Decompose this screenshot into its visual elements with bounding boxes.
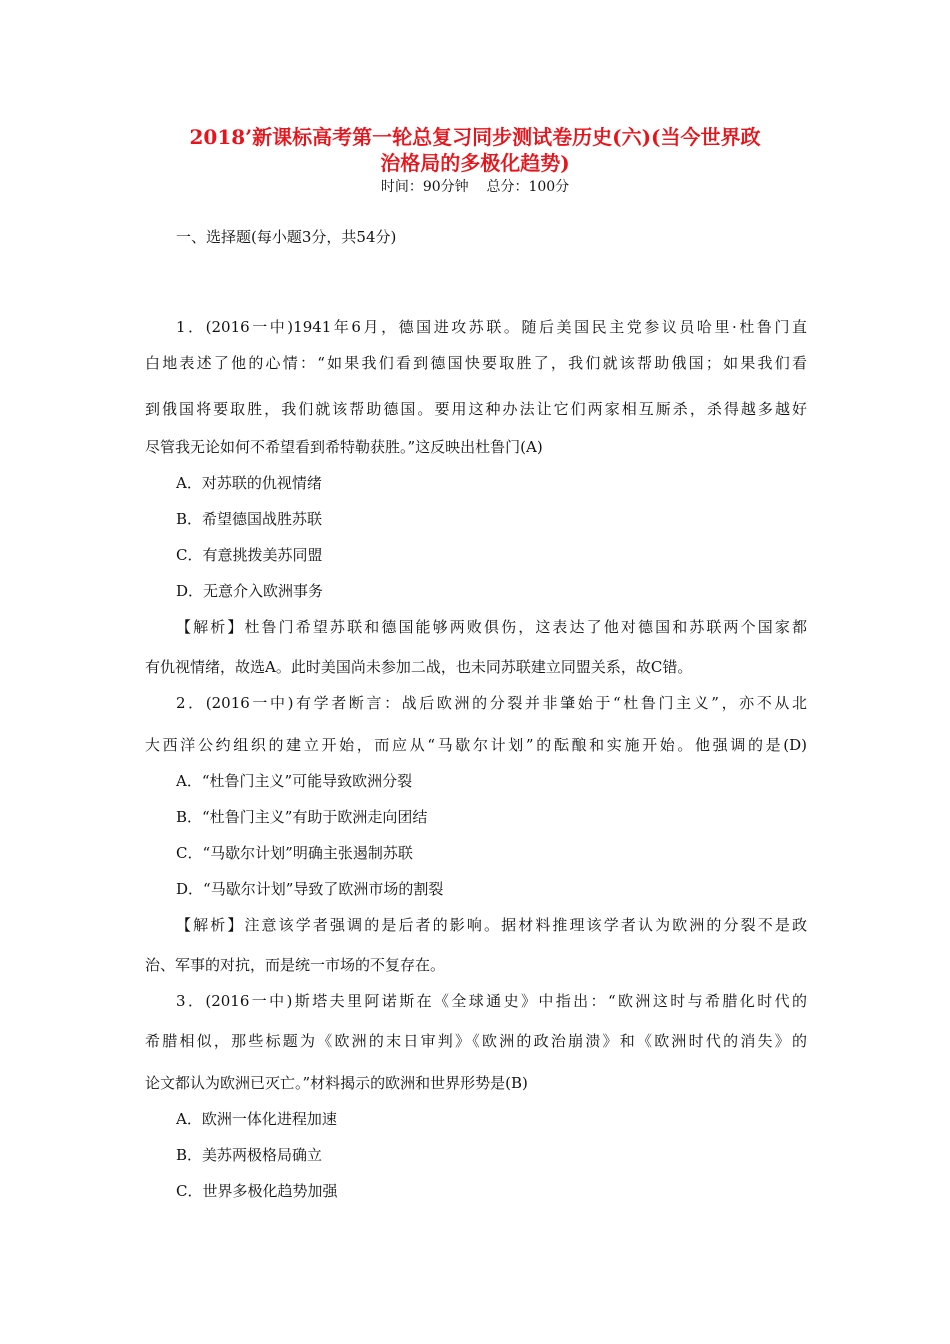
question-2-analysis-line-2: 治、军事的对抗，而是统一市场的不复存在。 xyxy=(145,956,446,974)
question-2-option-d: D．“马歇尔计划”导致了欧洲市场的割裂 xyxy=(176,880,444,898)
question-1-option-c: C．有意挑拨美苏同盟 xyxy=(176,546,323,564)
question-2-stem-line-2: 大西洋公约组织的建立开始，而应从“马歇尔计划”的酝酿和实施开始。他强调的是(D) xyxy=(145,736,807,754)
exam-time-score: 时间：90分钟 总分：100分 xyxy=(380,179,570,195)
question-1-option-b: B．希望德国战胜苏联 xyxy=(176,510,323,528)
question-3-option-b: B．美苏两极格局确立 xyxy=(176,1146,323,1164)
question-1-option-d: D．无意介入欧洲事务 xyxy=(176,582,324,600)
question-3-stem-line-2: 希腊相似，那些标题为《欧洲的末日审判》《欧洲的政治崩溃》和《欧洲时代的消失》的 xyxy=(145,1032,807,1050)
document-title-line-1: 2018’新课标高考第一轮总复习同步测试卷历史(六)(当今世界政 xyxy=(189,125,761,149)
question-1-stem-line-1: 1．(2016一中)1941年6月，德国进攻苏联。随后美国民主党参议员哈里·杜鲁门直 xyxy=(176,318,807,336)
question-1-option-a: A．对苏联的仇视情绪 xyxy=(176,474,322,492)
question-3-option-a: A．欧洲一体化进程加速 xyxy=(176,1110,337,1128)
question-3-stem-line-1: 3．(2016一中)斯塔夫里阿诺斯在《全球通史》中指出：“欧洲这时与希腊化时代的 xyxy=(176,992,807,1010)
question-2-option-c: C．“马歇尔计划”明确主张遏制苏联 xyxy=(176,844,413,862)
section-heading: 一、选择题(每小题3分，共54分) xyxy=(176,228,397,246)
question-3-option-c: C．世界多极化趋势加强 xyxy=(176,1182,338,1200)
question-1-stem-line-4: 尽管我无论如何不希望看到希特勒获胜。”这反映出杜鲁门(A) xyxy=(145,438,543,456)
question-1-stem-line-3: 到俄国将要取胜，我们就该帮助德国。要用这种办法让它们两家相互厮杀，杀得越多越好 xyxy=(145,400,807,418)
question-3-stem-line-3: 论文都认为欧洲已灭亡。”材料揭示的欧洲和世界形势是(B) xyxy=(145,1074,528,1092)
question-1-analysis-line-1: 【解析】杜鲁门希望苏联和德国能够两败俱伤，这表达了他对德国和苏联两个国家都 xyxy=(176,618,807,636)
question-1-analysis-line-2: 有仇视情绪，故选A。此时美国尚未参加二战，也未同苏联建立同盟关系，故C错。 xyxy=(145,658,693,676)
question-2-option-b: B．“杜鲁门主义”有助于欧洲走向团结 xyxy=(176,808,428,826)
question-2-analysis-line-1: 【解析】注意该学者强调的是后者的影响。据材料推理该学者认为欧洲的分裂不是政 xyxy=(176,916,807,934)
question-1-stem-line-2: 白地表述了他的心情：“如果我们看到德国快要取胜了，我们就该帮助俄国；如果我们看 xyxy=(145,354,807,372)
document-title-line-2: 治格局的多极化趋势) xyxy=(380,151,570,175)
question-2-option-a: A．“杜鲁门主义”可能导致欧洲分裂 xyxy=(176,772,413,790)
question-2-stem-line-1: 2．(2016一中)有学者断言：战后欧洲的分裂并非肇始于“杜鲁门主义”，亦不从北 xyxy=(176,694,807,712)
